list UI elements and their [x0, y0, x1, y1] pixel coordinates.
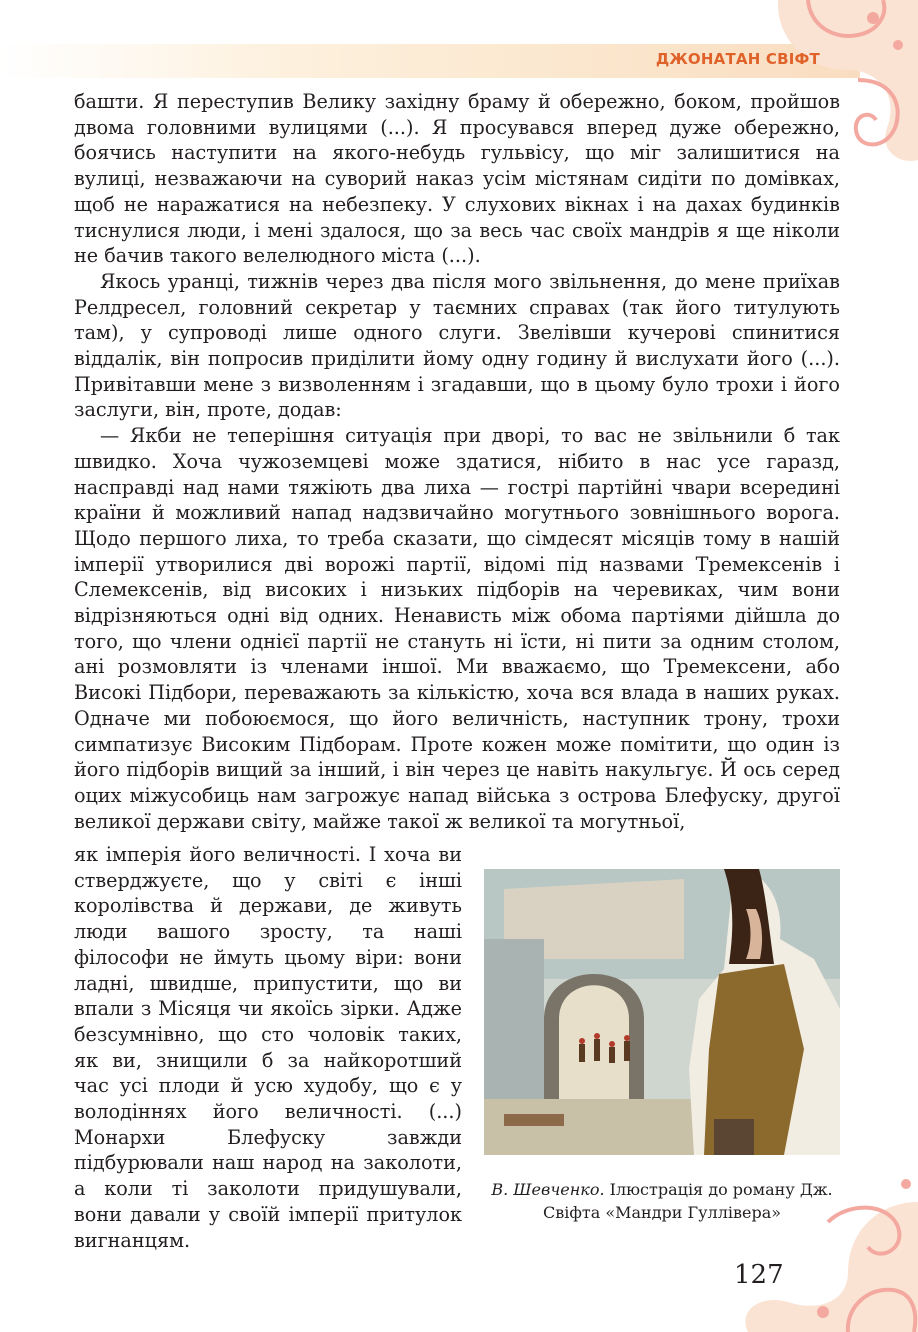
figure-caption — [484, 1178, 840, 1224]
caption-author: В. Шевченко. — [491, 1180, 605, 1199]
running-head: ДЖОНАТАН СВІФТ — [655, 50, 820, 68]
paragraph-wrapped: як імперія його величності. І хоча ви стверджуєте, що у світі є інші королівства й держави, де живуть люди вашого зросту, та наші філософи не ймуть цьому віри: вони ладні, швидше, припустити, що ви впали з Місяця чи якоїсь зірки. Адже безсумнівно, що сто чоловік таких, як ви, знищили б за найкоротший час усі плоди й усю худобу, що є у володіннях його величності. (...) Монархи Блефуску завжди підбурювали наш народ на заколоти, а коли ті заколоти придушували, вони давали у своїй імперії притулок вигнанцям. — [74, 843, 462, 1252]
page-number: 127 — [734, 1260, 784, 1290]
paragraph: — Якби не теперішня ситуація при дворі, то вас не звільнили б так швидко. Хоча чужоземцеві може здатися, нібито в нас усе гаразд, насправді над нами тяжіють два лиха — гострі партійні чвари всередині країни й можливий напад надзвичайно могутнього зовнішнього ворога. Щодо першого лиха, то треба сказати, що сімдесят місяців тому в нашій імперії утворилися дві ворожі партії, відомі під назвами Тремексенів і Слемексенів, від високих і низьких підборів на черевиках, чим вони відрізняються одні від одних. Ненависть між обома партіями дійшла до того, що члени однієї партії не стануть ні їсти, ні пити за одним столом, ані розмовляти із членами іншої. Ми вважаємо, що Тремексени, або Високі Підбори, переважають за кількістю, хоча вся влада в наших руках. Одначе ми побоюємося, що його величність, наступник трону, трохи симпатизує Високим Підборам. Проте кожен може помітити, що один із його підборів вищий за інший, і він через це навіть накульгує. Й ось серед оцих міжусобиць нам загрожує напад війська з острова Блефуску, другої великої держави світу, майже такої ж великої та могутньої, — [74, 424, 840, 833]
main-text — [74, 89, 840, 834]
caption-text: Ілюстрація до роману Дж. Свіфта «Мандри Гуллівера» — [542, 1180, 833, 1222]
paragraph: Якось уранці, тижнів через два після мого звільнення, до мене приїхав Релдресел, головний секретар у таємних справах (так його титулують там), у супроводі лише одного слуги. Звелівши кучерові спинитися віддалік, він попросив приділити йому одну годину й вислухати його (...). Привітавши мене з визволенням і згадавши, що в цьому було трохи і його заслуги, він, проте, додав: — [74, 269, 840, 422]
gulliver-illustration — [484, 869, 840, 1155]
paragraph: башти. Я переступив Велику західну браму й обережно, боком, пройшов двома головними вулицями (...). Я просувався вперед дуже обережно, боячись наступити на якого-небудь гульвісу, що міг залишитися на вулиці, незважаючи на суворий наказ усім містянам сидіти по домівках, щоб не наражатися на небезпеку. У слухових вікнах і на дахах будинків тиснулися люди, і мені здалося, що за весь час своїх мандрів я ще ніколи не бачив такого велелюдного міста (...). — [74, 90, 840, 268]
